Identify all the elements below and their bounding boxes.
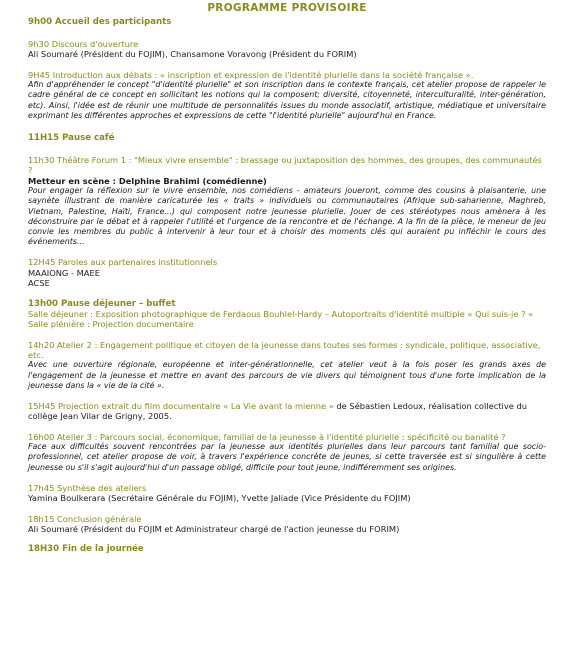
partners-heading: 12H45 Paroles aux partenaires institutionnels — [28, 257, 218, 268]
coffee-heading: 11H15 Pause café — [28, 133, 115, 144]
end-heading: 18H30 Fin de la journée — [28, 544, 144, 555]
lunch-screening: Salle plénière : Projection documentaire — [28, 319, 194, 330]
page-title: PROGRAMME PROVISOIRE — [207, 2, 367, 14]
atelier2-text: Avec une ouverture régionale, européenne et inter-générationnelle, cet atelier veut à la fois poser les grands axes de l'engagement de la jeunesse et mettre en avant des parcours de vie divers qui témoignent tous d'une forte implication de la jeunesse dans la « vie de la cité ». — [28, 360, 546, 390]
lunch-expo: Salle déjeuner : Exposition photographique de Ferdaous Bouhlel-Hardy – Autoportraits d'identité multiple « Qui suis-je ? » — [28, 308, 534, 319]
partner-item: ACSE — [28, 278, 50, 289]
forum-director: Metteur en scène : Delphine Brahimi (comédienne) — [28, 175, 267, 186]
opening-speakers: Ali Soumaré (Président du FOJIM), Chansamone Voravong (Président du FORIM) — [28, 49, 357, 60]
atelier3-heading: 16h00 Atelier 3 : Parcours social, économique, familial de la jeunesse à l'identité plurielle : spécificité ou banalité ? — [28, 431, 506, 442]
forum-heading: 11h30 Théâtre Forum 1 : "Mieux vivre ensemble" : brassage ou juxtaposition des hommes, des groupes, des communautés ? — [28, 155, 542, 176]
synthesis-speakers: Yamina Boulkerara (Secrétaire Générale du FOJIM), Yvette Jaliade (Vice Présidente du FOJIM) — [28, 493, 411, 504]
intro-heading: 9H45 Introduction aux débats : « inscription et expression de l'identité plurielle dans la société française ». — [28, 69, 474, 80]
opening-heading: 9h30 Discours d'ouverture — [28, 39, 139, 49]
synthesis-heading: 17h45 Synthèse des ateliers — [28, 482, 147, 493]
conclusion-speakers: Ali Soumaré (Président du FOJIM et Administrateur chargé de l'action jeunesse du FORIM) — [28, 523, 400, 534]
film-line — [28, 401, 546, 422]
film-details: de Sébastien Ledoux, réalisation collective du collège Jean Vilar de Grigny, 2005. — [28, 400, 528, 422]
atelier2-heading: 14h20 Atelier 2 : Engagement politique et citoyen de la jeunesse dans toutes ses formes : syndicale, politique, associative, etc. — [28, 339, 541, 360]
forum-text: Pour engager la réflexion sur le vivre ensemble, nos comédiens - amateurs joueront, comme des cousins à plaisanterie, une saynète illustrant de manière caricaturée les « traits » individuels ou communautaires (Afrique sub-saharienne, Maghreb, Vietnam, Palestine, Haïti, France...) qui composent notre jeunesse plurielle. Jouer de ces stéréotypes nous amènera à les déconstruire par le débat et à rappeler l'utilité et l'urgence de la rencontre et de l'échange. A la fin de la pièce, le meneur de jeu convie les membres du public à intervenir à leur tour et à choisir des moments clés qui auraient pu infléchir le cours des événements... — [28, 186, 546, 247]
atelier3-text: Face aux difficultés souvent rencontrées par la jeunesse aux identités plurielles dans leur parcours tant familial que socio-professionnel, cet atelier propose de voir, à travers l'expérience concrète de jeunes, si cette traversée est si singulière à cette jeunesse ou s'il s'agit aujourd'hui d'un passage obligé, difficile pour tout jeune, indifféremment ses origines. — [28, 442, 546, 472]
lunch-heading: 13h00 Pause déjeuner – buffet — [28, 298, 176, 309]
partner-item: MAAIONG - MAEE — [28, 267, 100, 278]
intro-text: Afin d'appréhender le concept "d'identité plurielle" et son inscription dans le contexte français, cet atelier propose de rappeler le cadre général de ce concept en sollicitant les notions qui la composent; diversité, citoyenneté, interculturalité, inter-génération, etc). Ainsi, l'idée est de réunir une multitude de personnalités issues du monde associatif, artistique, médiatique et universitaire exprimant les différentes approches et expressions de cette "l'identité plurielle" aujourd'hui en France. — [28, 80, 546, 120]
welcome-heading: 9h00 Accueil des participants — [28, 17, 172, 27]
film-heading: 15H45 Projection extrait du film documentaire « La Vie avant la mienne » — [28, 400, 334, 411]
conclusion-heading: 18h15 Conclusion générale — [28, 513, 142, 524]
